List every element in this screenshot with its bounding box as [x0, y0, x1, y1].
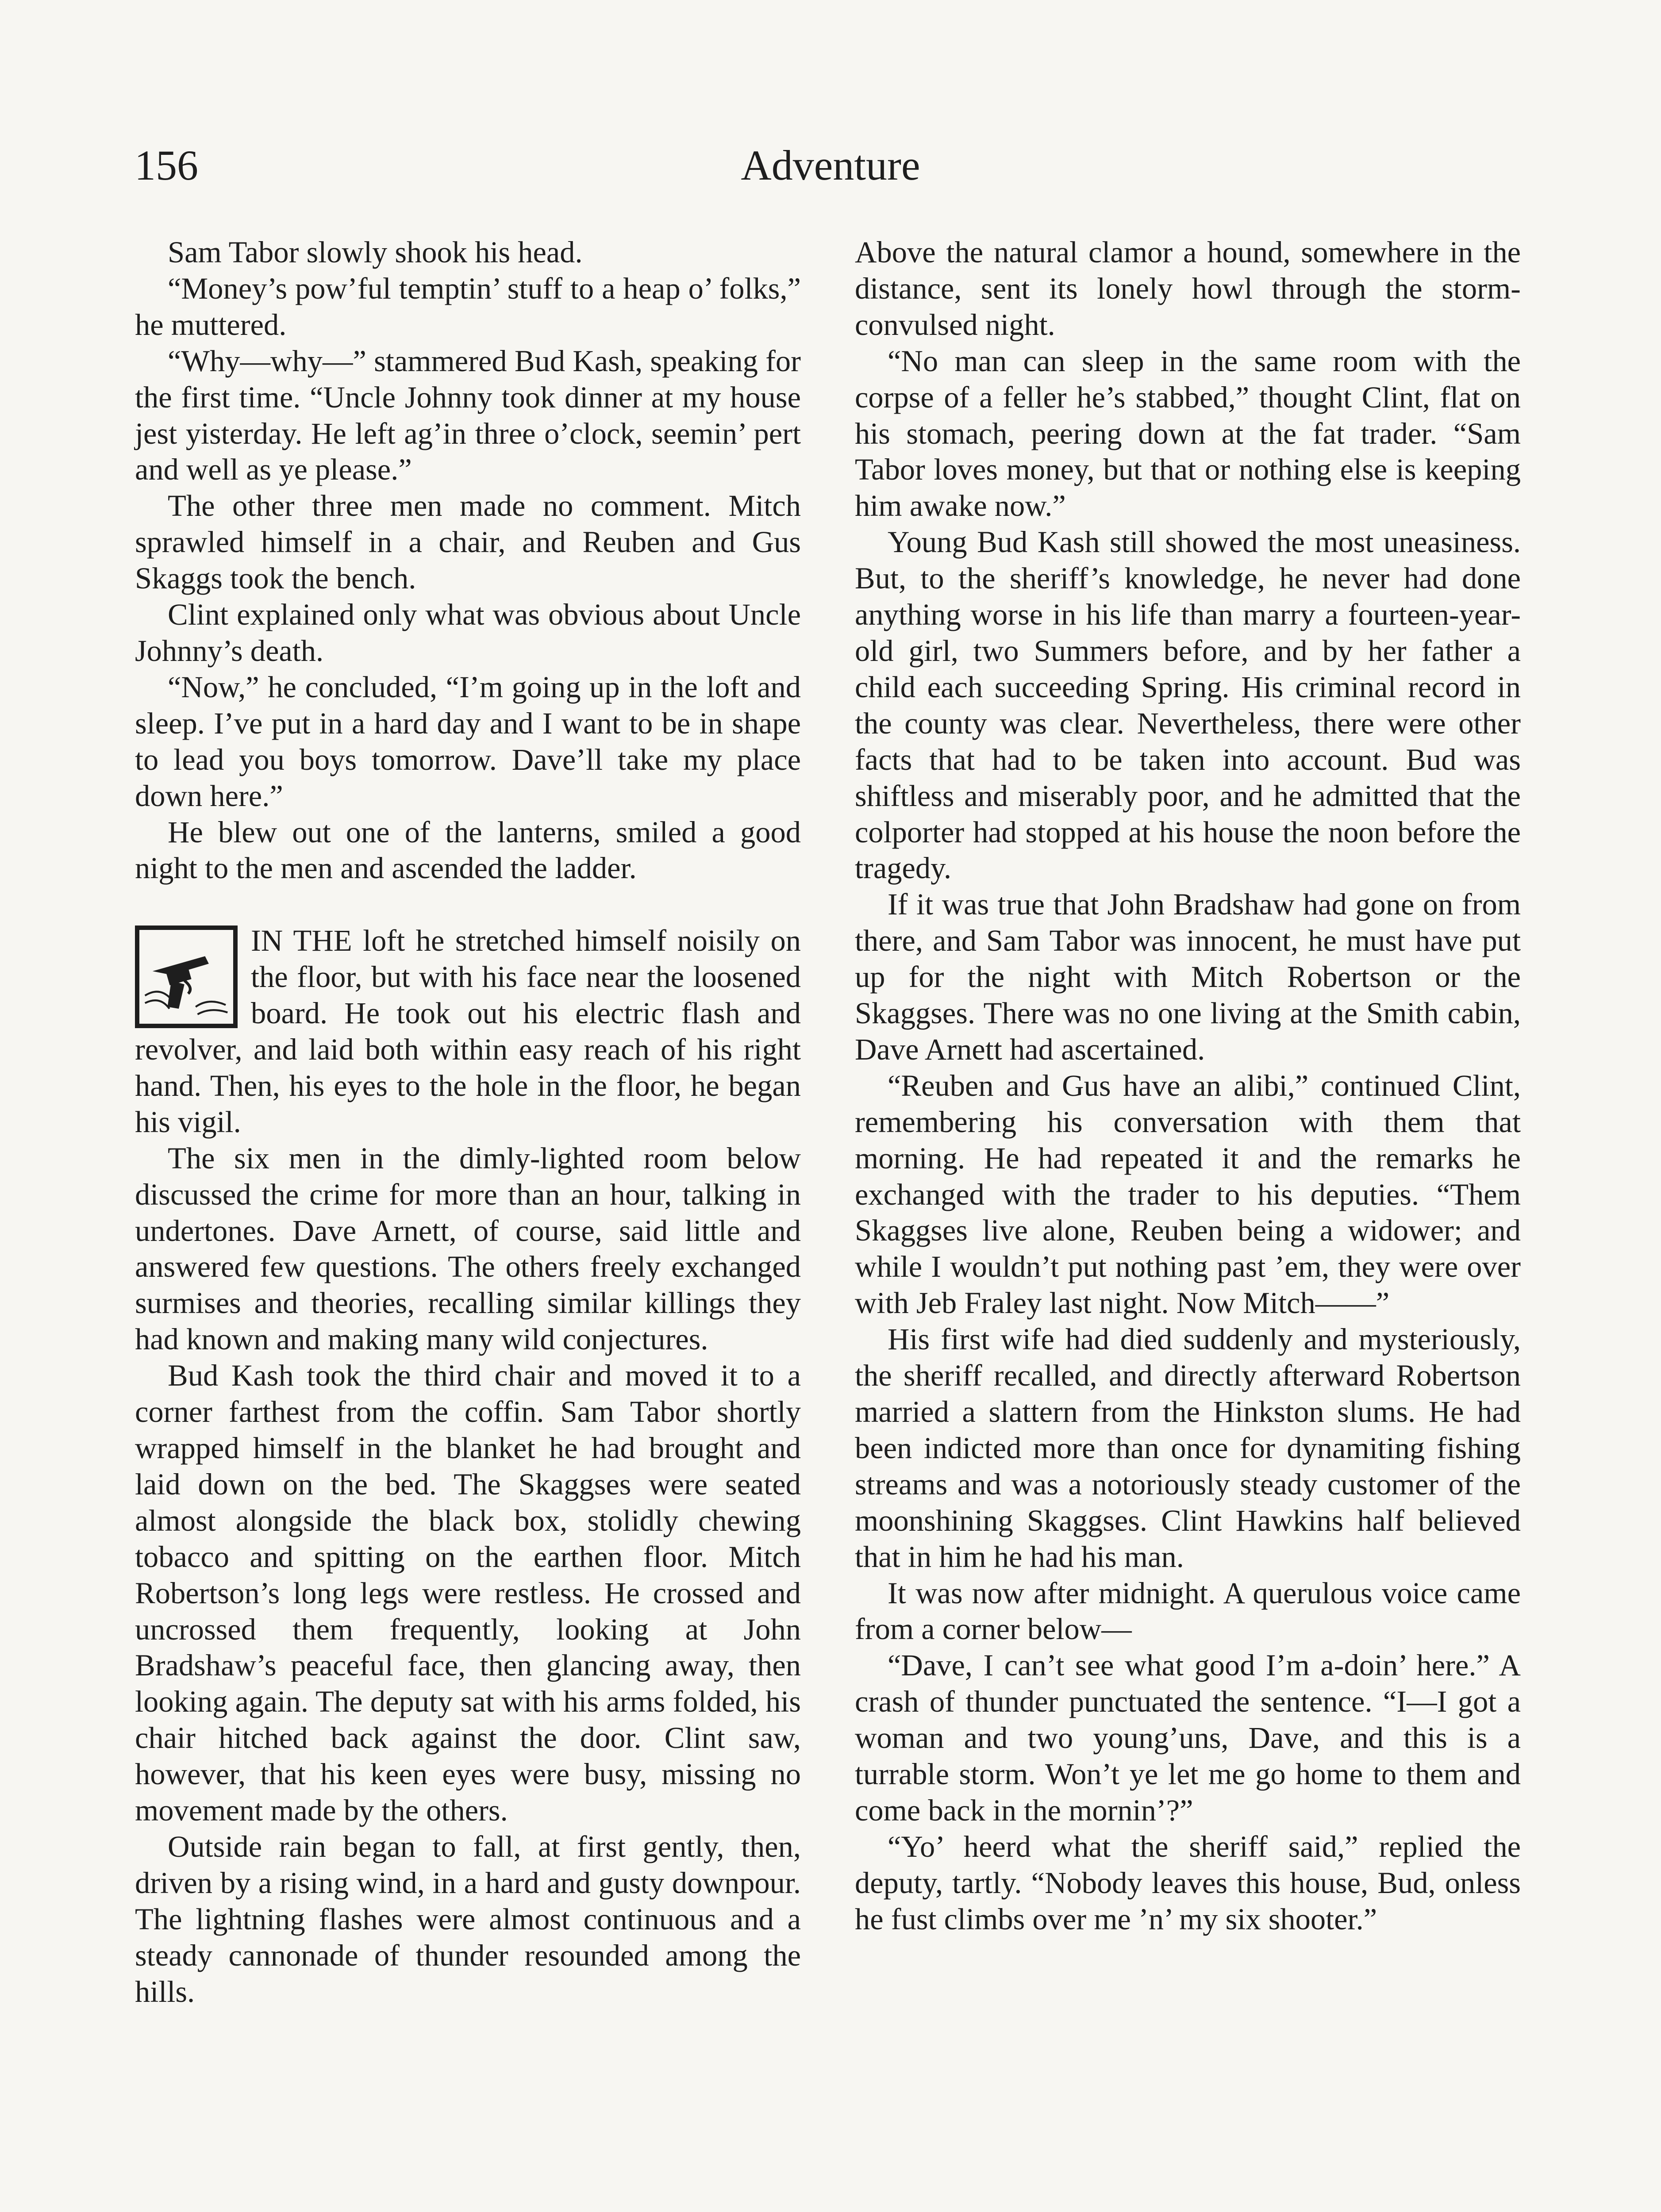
paragraph: “Money’s pow’ful temptin’ stuff to a heap o’ folks,” he muttered. — [135, 271, 801, 342]
paragraph: Above the natural clamor a hound, somewhere in the distance, sent its lonely howl through the storm-convulsed night. — [855, 235, 1521, 342]
paragraph: If it was true that John Bradshaw had gone on from there, and Sam Tabor was innocent, he must have put up for the night with Mitch Robertson or the Skaggses. There was no one living at the Smith cabin, Dave Arnett had ascertained. — [855, 887, 1521, 1066]
paragraph: Bud Kash took the third chair and moved it to a corner farthest from the coffin. Sam Tabor shortly wrapped himself in the blanket he had brought and laid down on the bed. The Skaggses were seated almost alongside the black box, stolidly chewing tobacco and spitting on the earthen floor. Mitch Robertson’s long legs were restless. He crossed and uncrossed them frequently, looking at John Bradshaw’s peaceful face, then glancing away, then looking again. The deputy sat with his arms folded, his chair hitched back against the door. Clint saw, however, that his keen eyes were busy, missing no movement made by the others. — [135, 1359, 801, 1828]
paragraph: “Yo’ heerd what the sheriff said,” replied the deputy, tartly. “Nobody leaves this house, Bud, onless he fust climbs over me ’n’ my six shooter.” — [855, 1829, 1521, 1936]
paragraph: Young Bud Kash still showed the most uneasiness. But, to the sheriff’s knowledge, he never had done anything worse in his life than marry a fourteen-year-old girl, two Summers before, and by her father a child each succeeding Spring. His criminal record in the county was clear. Nevertheless, there were other facts that had to be taken into account. Bud was shiftless and miserably poor, and he admitted that the colporter had stopped at his house the noon before the tragedy. — [855, 525, 1521, 885]
paragraph: The six men in the dimly-lighted room below discussed the crime for more than an hour, talking in undertones. Dave Arnett, of course, said little and answered few questions. The others freely exchanged surmises and theories, recalling similar killings they had known and making many wild conjectures. — [135, 1141, 801, 1356]
paragraph: “Why—why—” stammered Bud Kash, speaking for the first time. “Uncle Johnny took dinner at my house jest yisterday. He left ag’in three o’clock, seemin’ pert and well as ye please.” — [135, 344, 801, 487]
left-column — [135, 234, 801, 2010]
page-number: 156 — [135, 142, 198, 189]
running-head: Adventure — [741, 142, 920, 189]
section-break — [135, 887, 801, 923]
revolver-icon — [135, 926, 238, 1028]
paragraph: His first wife had died suddenly and mysteriously, the sheriff recalled, and directly afterward Robertson married a slattern from the Hinkston slums. He had been indicted more than once for dynamiting fishing streams and was a notoriously steady customer of the moonshining Skaggses. Clint Hawkins half believed that in him he had his man. — [855, 1322, 1521, 1574]
paragraph: He blew out one of the lanterns, smiled a good night to the men and ascended the ladder. — [135, 815, 801, 885]
paragraph: It was now after midnight. A querulous voice came from a corner below— — [855, 1576, 1521, 1646]
paragraph: Clint explained only what was obvious about Uncle Johnny’s death. — [135, 598, 801, 668]
paragraph: Sam Tabor slowly shook his head. — [168, 235, 583, 269]
paragraph: “Reuben and Gus have an alibi,” continued Clint, remembering his conversation with them that morning. He had repeated it and the remarks he exchanged with the trader to his deputies. “Them Skaggses live alone, Reuben being a widower; and while I wouldn’t put nothing past ’em, they were over with Jeb Fraley last night. Now Mitch——” — [855, 1068, 1521, 1320]
paragraph: “Now,” he concluded, “I’m going up in the loft and sleep. I’ve put in a hard day and I want to be in shape to lead you boys tomorrow. Dave’ll take my place down here.” — [135, 670, 801, 813]
paragraph: “Dave, I can’t see what good I’m a-doin’ here.” A crash of thunder punctuated the sentence. “I—I got a woman and two young’uns, Dave, and this is a turrable storm. Won’t ye let me go home to them and come back in the mornin’?” — [855, 1648, 1521, 1827]
paragraph: “No man can sleep in the same room with the corpse of a feller he’s stabbed,” thought Clint, flat on his stomach, peering down at the fat trader. “Sam Tabor loves money, but that or nothing else is keeping him awake now.” — [855, 344, 1521, 523]
paragraph: The other three men made no comment. Mitch sprawled himself in a chair, and Reuben and Gus Skaggs took the bench. — [135, 489, 801, 595]
right-column — [855, 234, 1521, 1938]
paragraph: IN THE loft he stretched himself noisily on the floor, but with his face near the loosened board. He took out his electric flash and revolver, and laid both within easy reach of his right hand. Then, his eyes to the hole in the floor, he began his vigil. — [135, 924, 801, 1139]
paragraph: Outside rain began to fall, at first gently, then, driven by a rising wind, in a hard and gusty downpour. The lightning flashes were almost continuous and a steady cannonade of thunder resounded among the hills. — [135, 1829, 801, 2008]
